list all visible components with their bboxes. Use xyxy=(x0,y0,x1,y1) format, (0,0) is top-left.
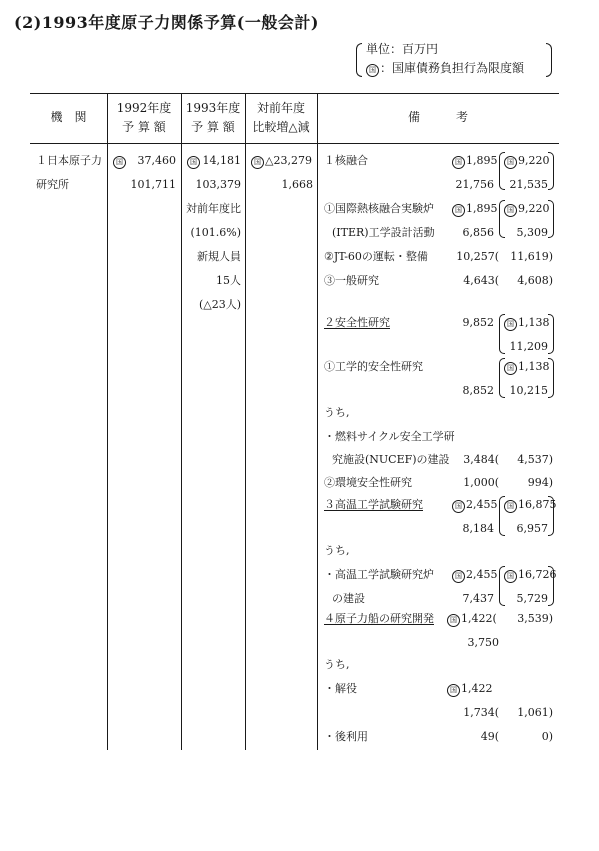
remark-1-value-d: 21,535 xyxy=(509,178,548,191)
remark-1-value-b: 国 9,220 xyxy=(504,154,550,169)
col-divider-4 xyxy=(317,93,318,750)
remark-10-value-b: 国 16,875 xyxy=(504,498,557,513)
header-1993-line2: 予 算 額 xyxy=(191,120,235,134)
remark-11-value-b: 国 16,726 xyxy=(504,568,557,583)
remark-6-label: ２安全性研究 xyxy=(324,316,390,329)
header-1992-line2: 予 算 額 xyxy=(122,120,166,134)
col-divider-1 xyxy=(107,93,108,750)
unit-note: 国 ：国庫債務負担行為限度額 xyxy=(366,59,524,78)
diff-value-2: 1,668 xyxy=(281,178,313,191)
kokusai-mark-icon: 国 xyxy=(366,64,379,77)
remark-12-value-a: 国 1,422( xyxy=(447,612,497,627)
remark-12-label: ４原子力船の研究開発 xyxy=(324,612,434,625)
kokusai-mark-icon: 国 xyxy=(504,570,517,583)
col-divider-3 xyxy=(245,93,246,750)
unit-bracket-left xyxy=(356,43,362,77)
remark-11-label-line2: の建設 xyxy=(332,592,365,605)
header-1993-line1: 1993年度 xyxy=(185,101,241,115)
remark-2-value-a: 国 1,895 xyxy=(452,202,498,217)
unit-label: 単位：百万円 xyxy=(366,42,439,56)
remark-7-label: ①工学的安全性研究 xyxy=(324,360,423,373)
remark-10-label: ３高温工学試験研究 xyxy=(324,498,423,511)
remark-3-value-b: 5,309 xyxy=(516,226,548,239)
unit-legend xyxy=(356,40,552,80)
remark-9-value-a: 1,000( xyxy=(463,476,499,489)
unit-bracket-right xyxy=(546,43,552,77)
remark-11-value-a: 国 2,455 xyxy=(452,568,498,583)
remark-4-label: ②JT-60の運転・整備 xyxy=(324,250,428,263)
kokusai-mark-icon: 国 xyxy=(251,156,264,169)
remark-14-label: ・後利用 xyxy=(324,730,368,743)
kokusai-mark-icon: 国 xyxy=(452,204,465,217)
remark-13-value-c: 1,061) xyxy=(517,706,553,719)
kokusai-mark-icon: 国 xyxy=(504,156,517,169)
remark-10-value-d: 6,957 xyxy=(516,522,548,535)
remark-12-value-c: 3,750 xyxy=(467,636,499,649)
remark-12-value-b: 3,539) xyxy=(517,612,553,625)
remark-10-value-c: 8,184 xyxy=(462,522,494,535)
header-org: 機 関 xyxy=(50,110,87,124)
remark-uchi-1: うち, xyxy=(324,406,350,419)
y1992-value-1: 37,460 xyxy=(137,154,176,167)
remark-8-value-b: 4,537) xyxy=(517,453,553,466)
remark-11-label-line1: ・高温工学試験研究炉 xyxy=(324,568,434,581)
org-name-line2: 研究所 xyxy=(36,178,69,191)
kokusai-mark-icon: 国 xyxy=(504,204,517,217)
remark-13-value-b: 1,734( xyxy=(463,706,499,719)
kokusai-mark-icon: 国 xyxy=(504,500,517,513)
bracket-right xyxy=(548,152,554,190)
org-name-line1: １日本原子力 xyxy=(36,154,102,167)
kokusai-mark-icon: 国 xyxy=(187,156,200,169)
kokusai-mark-icon: 国 xyxy=(113,156,126,169)
remark-6-value-a: 9,852 xyxy=(462,316,494,329)
remark-13-value-a: 国 1,422 xyxy=(447,682,493,697)
remark-9-value-b: 994) xyxy=(527,476,553,489)
remark-13-label: ・解役 xyxy=(324,682,357,695)
remark-uchi-2: うち, xyxy=(324,544,350,557)
remark-6-value-c: 11,209 xyxy=(509,340,548,353)
y1993-value-1: 14,181 xyxy=(202,154,241,167)
table-top-border xyxy=(30,93,559,94)
y1993-note-3: 新規人員 xyxy=(197,250,241,263)
kokusai-mark-icon: 国 xyxy=(447,684,460,697)
header-remarks: 備 考 xyxy=(407,110,468,124)
remark-5-label: ③一般研究 xyxy=(324,274,379,287)
remark-1-label: １核融合 xyxy=(324,154,368,167)
kokusai-mark-icon: 国 xyxy=(452,156,465,169)
remark-4-value-b: 11,619) xyxy=(510,250,553,263)
remark-14-value-a: 49( xyxy=(480,730,499,743)
y1993-note-2: (101.6%) xyxy=(190,226,241,239)
remark-3-label: (ITER)工学設計活動 xyxy=(332,226,435,239)
remark-7-value-a: 8,852 xyxy=(462,384,494,397)
diff-value-1: 国 △23,279 xyxy=(251,154,312,169)
remark-1-value-a: 国 1,895 xyxy=(452,154,498,169)
page-title: (2)1993年度原子力関係予算(一般会計) xyxy=(14,13,319,32)
remark-7-value-c: 10,215 xyxy=(509,384,548,397)
kokusai-mark-icon: 国 xyxy=(504,318,517,331)
bracket-right xyxy=(548,496,554,536)
remark-8-label-line2: 究施設(NUCEF)の建設 xyxy=(332,453,450,466)
kokusai-mark-icon: 国 xyxy=(452,500,465,513)
remark-1-value-c: 21,756 xyxy=(455,178,494,191)
y1993-note-5: (△23人) xyxy=(198,298,241,311)
y1993-note-1: 対前年度比 xyxy=(186,202,241,215)
remark-3-value-a: 6,856 xyxy=(462,226,494,239)
remark-2-label: ①国際熱核融合実験炉 xyxy=(324,202,434,215)
remark-5-value-a: 4,643( xyxy=(463,274,499,287)
header-1992-line1: 1992年度 xyxy=(116,101,172,115)
y1992-value-2: 101,711 xyxy=(130,178,176,191)
bracket-right xyxy=(548,314,554,354)
y1993-value-2: 103,379 xyxy=(195,178,241,191)
header-bottom-border xyxy=(30,143,559,144)
kokusai-mark-icon: 国 xyxy=(452,570,465,583)
y1993-note-4: 15人 xyxy=(216,274,241,287)
remark-9-label: ②環境安全性研究 xyxy=(324,476,412,489)
remark-uchi-3: うち, xyxy=(324,658,350,671)
bracket-right xyxy=(548,200,554,238)
kokusai-mark-icon: 国 xyxy=(447,614,460,627)
remark-4-value-a: 10,257( xyxy=(456,250,499,263)
remark-7-value-b: 国 1,138 xyxy=(504,360,550,375)
remark-8-label-line1: ・燃料サイクル安全工学研 xyxy=(324,430,455,443)
bracket-right xyxy=(548,566,554,606)
remark-5-value-b: 4,608) xyxy=(517,274,553,287)
remark-11-value-d: 5,729 xyxy=(516,592,548,605)
col-divider-2 xyxy=(181,93,182,750)
remark-14-value-b: 0) xyxy=(541,730,553,743)
kokusai-mark-icon: 国 xyxy=(504,362,517,375)
bracket-right xyxy=(548,358,554,398)
header-diff-line2: 比較増△減 xyxy=(252,120,310,134)
remark-8-value-a: 3,484( xyxy=(463,453,499,466)
remark-2-value-b: 国 9,220 xyxy=(504,202,550,217)
remark-11-value-c: 7,437 xyxy=(462,592,494,605)
header-diff-line1: 対前年度 xyxy=(256,101,305,115)
remark-6-value-b: 国 1,138 xyxy=(504,316,550,331)
remark-10-value-a: 国 2,455 xyxy=(452,498,498,513)
